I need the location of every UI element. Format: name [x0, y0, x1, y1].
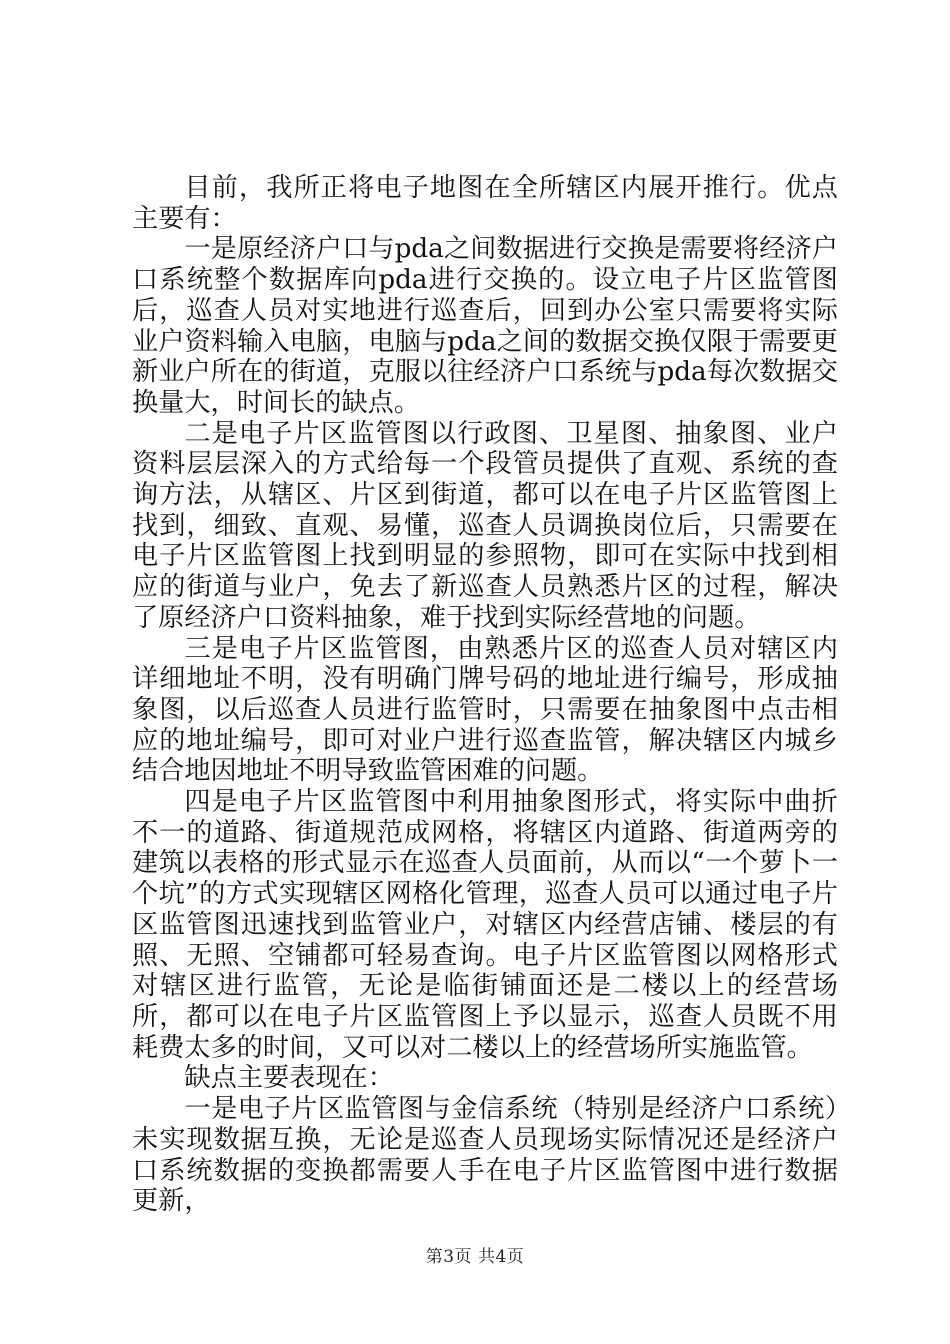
paragraph-advantage-3: 三是电子片区监管图，由熟悉片区的巡查人员对辖区内详细地址不明，没有明确门牌号码的地址进行编号，形成抽象图，以后巡查人员进行监管时，只需要在抽象图中点击相应的地址编号，即可对业户进行巡查监管，解决辖区内城乡结合地因地址不明导致监管困难的问题。 [132, 633, 838, 787]
paragraph-intro: 目前，我所正将电子地图在全所辖区内展开推行。优点主要有： [132, 173, 838, 234]
page-number-footer: 第3页 共4页 [425, 1247, 525, 1267]
paragraph-advantage-1: 一是原经济户口与pda之间数据进行交换是需要将经济户口系统整个数据库向pda进行交换的。设立电子片区监管图后，巡查人员对实地进行巡查后，回到办公室只需要将实际业户资料输入电脑，电脑与pda之间的数据交换仅限于需要更新业户所在的街道，克服以往经济户口系统与pda每次数据交换量大，时间长的缺点。 [132, 234, 838, 418]
paragraph-advantage-2: 二是电子片区监管图以行政图、卫星图、抽象图、业户资料层层深入的方式给每一个段管员提供了直观、系统的查询方法，从辖区、片区到街道，都可以在电子片区监管图上找到，细致、直观、易懂，巡查人员调换岗位后，只需要在电子片区监管图上找到明显的参照物，即可在实际中找到相应的街道与业户，免去了新巡查人员熟悉片区的过程，解决了原经济户口资料抽象，难于找到实际经营地的问题。 [132, 418, 838, 633]
paragraph-shortcomings-heading: 缺点主要表现在： [184, 1063, 394, 1094]
paragraph-shortcoming-1: 一是电子片区监管图与金信系统（特别是经济户口系统）未实现数据互换，无论是巡查人员现场实际情况还是经济户口系统数据的变换都需要人手在电子片区监管图中进行数据更新， [132, 1094, 838, 1217]
body-text [132, 173, 838, 1217]
paragraph-advantage-4: 四是电子片区监管图中利用抽象图形式，将实际中曲折不一的道路、街道规范成网格，将辖区内道路、街道两旁的建筑以表格的形式显示在巡查人员面前，从而以“一个萝卜一个坑”的方式实现辖区网格化管理，巡查人员可以通过电子片区监管图迅速找到监管业户，对辖区内经营店铺、楼层的有照、无照、空铺都可轻易查询。电子片区监管图以网格形式对辖区进行监管，无论是临街铺面还是二楼以上的经营场所，都可以在电子片区监管图上予以显示，巡查人员既不用耗费太多的时间，又可以对二楼以上的经营场所实施监管。 [132, 787, 838, 1063]
